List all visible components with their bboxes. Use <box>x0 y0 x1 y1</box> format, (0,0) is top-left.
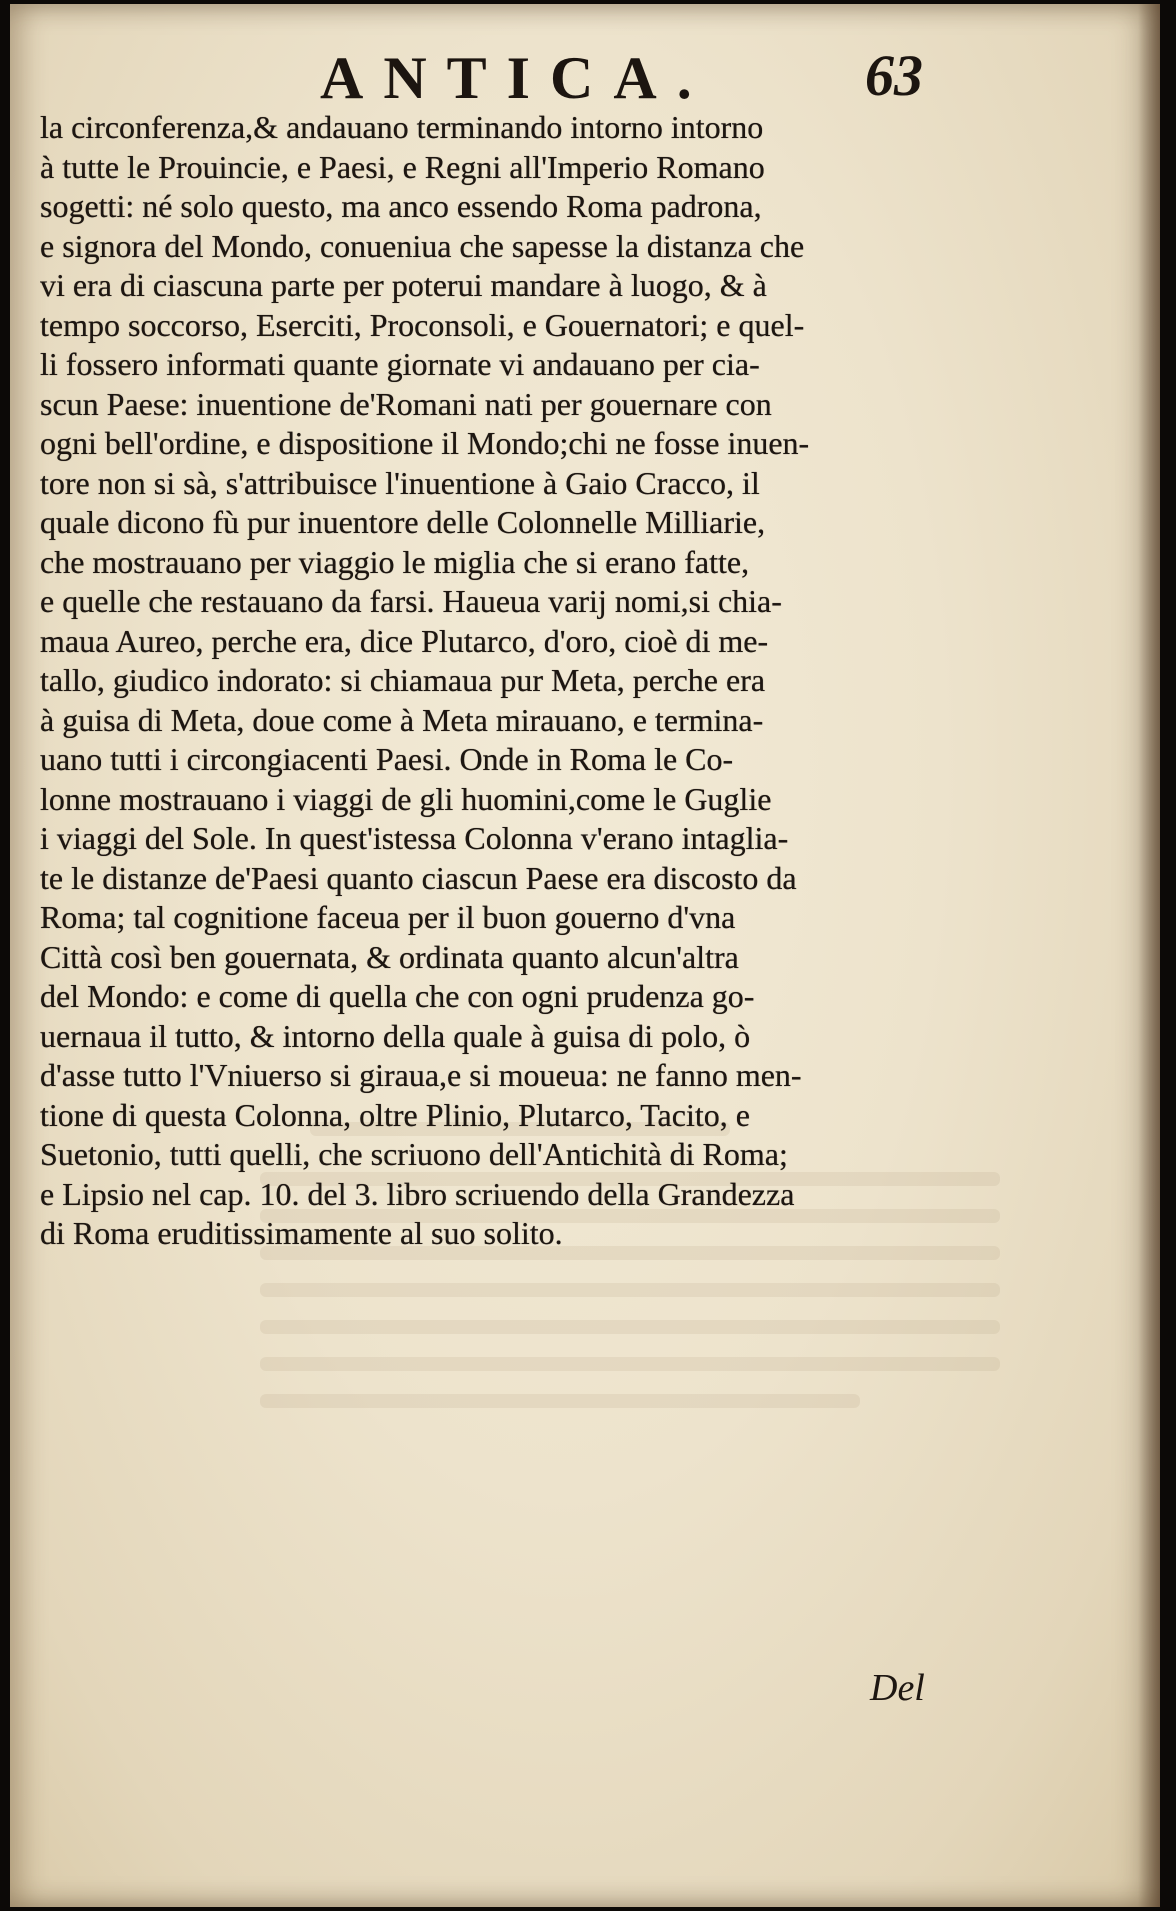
text-line: ogni bell'ordine, e dispositione il Mondo;chi ne fosse inuen- <box>40 425 810 461</box>
text-line: maua Aureo, perche era, dice Plutarco, d'oro, cioè di me- <box>40 622 769 659</box>
text-line: d'asse tutto l'Vniuerso si giraua,e si moueua: ne fanno men- <box>40 1057 802 1093</box>
text-line: te le distanze de'Paesi quanto ciascun Paese era discosto da <box>40 859 797 896</box>
running-title: ANTICA. <box>320 45 712 111</box>
text-line: tallo, giudico indorato: si chiamaua pur Meta, perche era <box>40 662 766 698</box>
text-line: la circonferenza,& andauano terminando intorno intorno <box>40 109 764 145</box>
text-line: e signora del Mondo, conueniua che sapesse la distanza che <box>40 227 805 264</box>
text-line: scun Paese: inuentione de'Romani nati per gouernare con <box>40 385 772 422</box>
text-line: uernaua il tutto, & intorno della quale à guisa di polo, ò <box>40 1017 751 1054</box>
text-line: di Roma eruditissimamente al suo solito. <box>40 1215 563 1251</box>
text-line: à guisa di Meta, doue come à Meta mirauano, e termina- <box>40 701 764 738</box>
text-line: e quelle che restauano da farsi. Haueua varij nomi,si chia- <box>40 583 782 619</box>
text-line: vi era di ciascuna parte per poterui mandare à luogo, & à <box>40 267 767 303</box>
text-line: à tutte le Prouincie, e Paesi, e Regni all'Imperio Romano <box>40 148 765 185</box>
text-line: quale dicono fù pur inuentore delle Colonnelle Milliarie, <box>40 504 766 540</box>
text-line: Città così ben gouernata, & ordinata quanto alcun'altra <box>40 938 739 975</box>
text-line: e Lipsio nel cap. 10. del 3. libro scriuendo della Grandezza <box>40 1175 795 1212</box>
text-line: uano tutti i circongiacenti Paesi. Onde in Roma le Co- <box>40 741 734 777</box>
text-line: tore non si sà, s'attribuisce l'inuentione à Gaio Cracco, il <box>40 464 760 501</box>
catchword: Del <box>870 1667 925 1709</box>
body-text <box>40 108 1010 1254</box>
text-line: che mostrauano per viaggio le miglia che si erano fatte, <box>40 543 750 580</box>
page-edge-shadow <box>1138 4 1160 1907</box>
page-number: 63 <box>865 43 923 108</box>
paper-page <box>10 4 1160 1907</box>
text-line: i viaggi del Sole. In quest'istessa Colonna v'erano intaglia- <box>40 820 789 856</box>
text-line: sogetti: né solo questo, ma anco essendo Roma padrona, <box>40 188 762 224</box>
text-line: li fossero informati quante giornate vi andauano per cia- <box>40 346 760 382</box>
text-line: tempo soccorso, Eserciti, Proconsoli, e Gouernatori; e quel- <box>40 306 805 343</box>
text-line: Roma; tal cognitione faceua per il buon gouerno d'vna <box>40 899 736 935</box>
text-line: lonne mostrauano i viaggi de gli huomini,come le Guglie <box>40 780 772 817</box>
text-line: Suetonio, tutti quelli, che scriuono dell'Antichità di Roma; <box>40 1136 788 1172</box>
text-line: tione di questa Colonna, oltre Plinio, Plutarco, Tacito, e <box>40 1096 750 1133</box>
text-line: del Mondo: e come di quella che con ogni prudenza go- <box>40 978 755 1014</box>
